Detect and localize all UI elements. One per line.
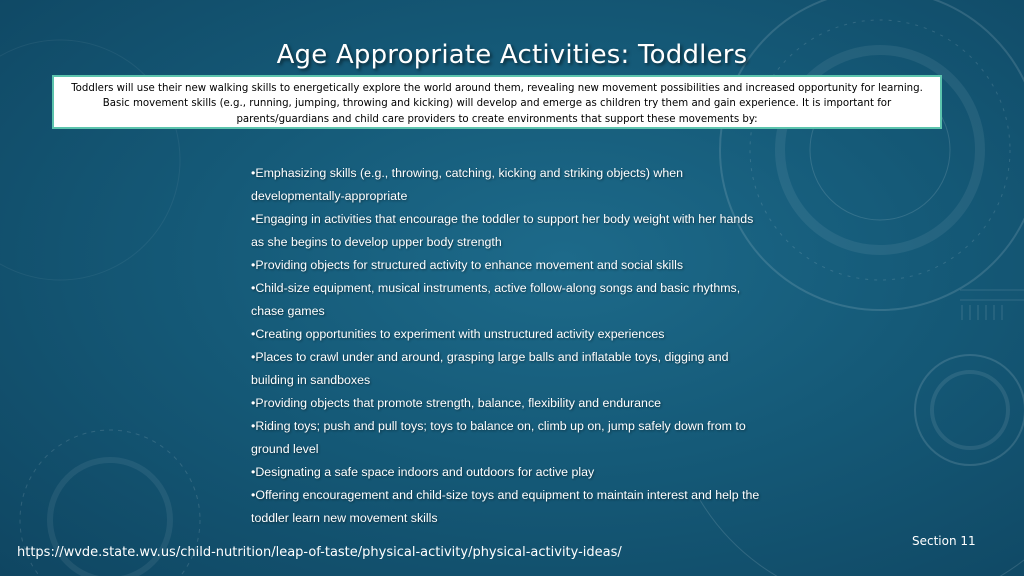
bullet-item: •Engaging in activities that encourage the toddler to support her body weight with her hands as she begins to develop upper body strength [251, 212, 754, 249]
bullet-item: •Child-size equipment, musical instruments, active follow-along songs and basic rhythms, chase games [251, 281, 741, 318]
bullet-item: •Places to crawl under and around, grasping large balls and inflatable toys, digging and building in sandboxes [251, 350, 729, 387]
bullet-item: •Creating opportunities to experiment with unstructured activity experiences [251, 327, 665, 341]
bullet-item: •Designating a safe space indoors and outdoors for active play [251, 465, 595, 479]
bullet-item: •Emphasizing skills (e.g., throwing, catching, kicking and striking objects) when developmentally-appropriate [251, 166, 684, 203]
bullet-item: •Providing objects for structured activity to enhance movement and social skills [251, 258, 684, 272]
bullet-item: •Providing objects that promote strength, balance, flexibility and endurance [251, 396, 662, 410]
section-label: Section 11 [912, 534, 976, 548]
source-url: https://wvde.state.wv.us/child-nutrition/leap-of-taste/physical-activity/physical-activity-ideas/ [17, 545, 622, 560]
slide-title: Age Appropriate Activities: Toddlers [276, 40, 748, 70]
intro-textbox: Toddlers will use their new walking skills to energetically explore the world around them, revealing new movement possibilities and increased opportunity for learning. Basic movement skills (e.g., running, jumping, throwing and kicking) will develop and emerge as children try them and gain experience. It is important for parents/guardians and child care providers to create environments that support these movements by: [52, 75, 942, 129]
bullet-item: •Offering encouragement and child-size toys and equipment to maintain interest and help the toddler learn new movement skills [251, 488, 760, 525]
activity-bullet-list [251, 162, 761, 530]
bullet-item: •Riding toys; push and pull toys; toys to balance on, climb up on, jump safely down from to ground level [251, 419, 746, 456]
